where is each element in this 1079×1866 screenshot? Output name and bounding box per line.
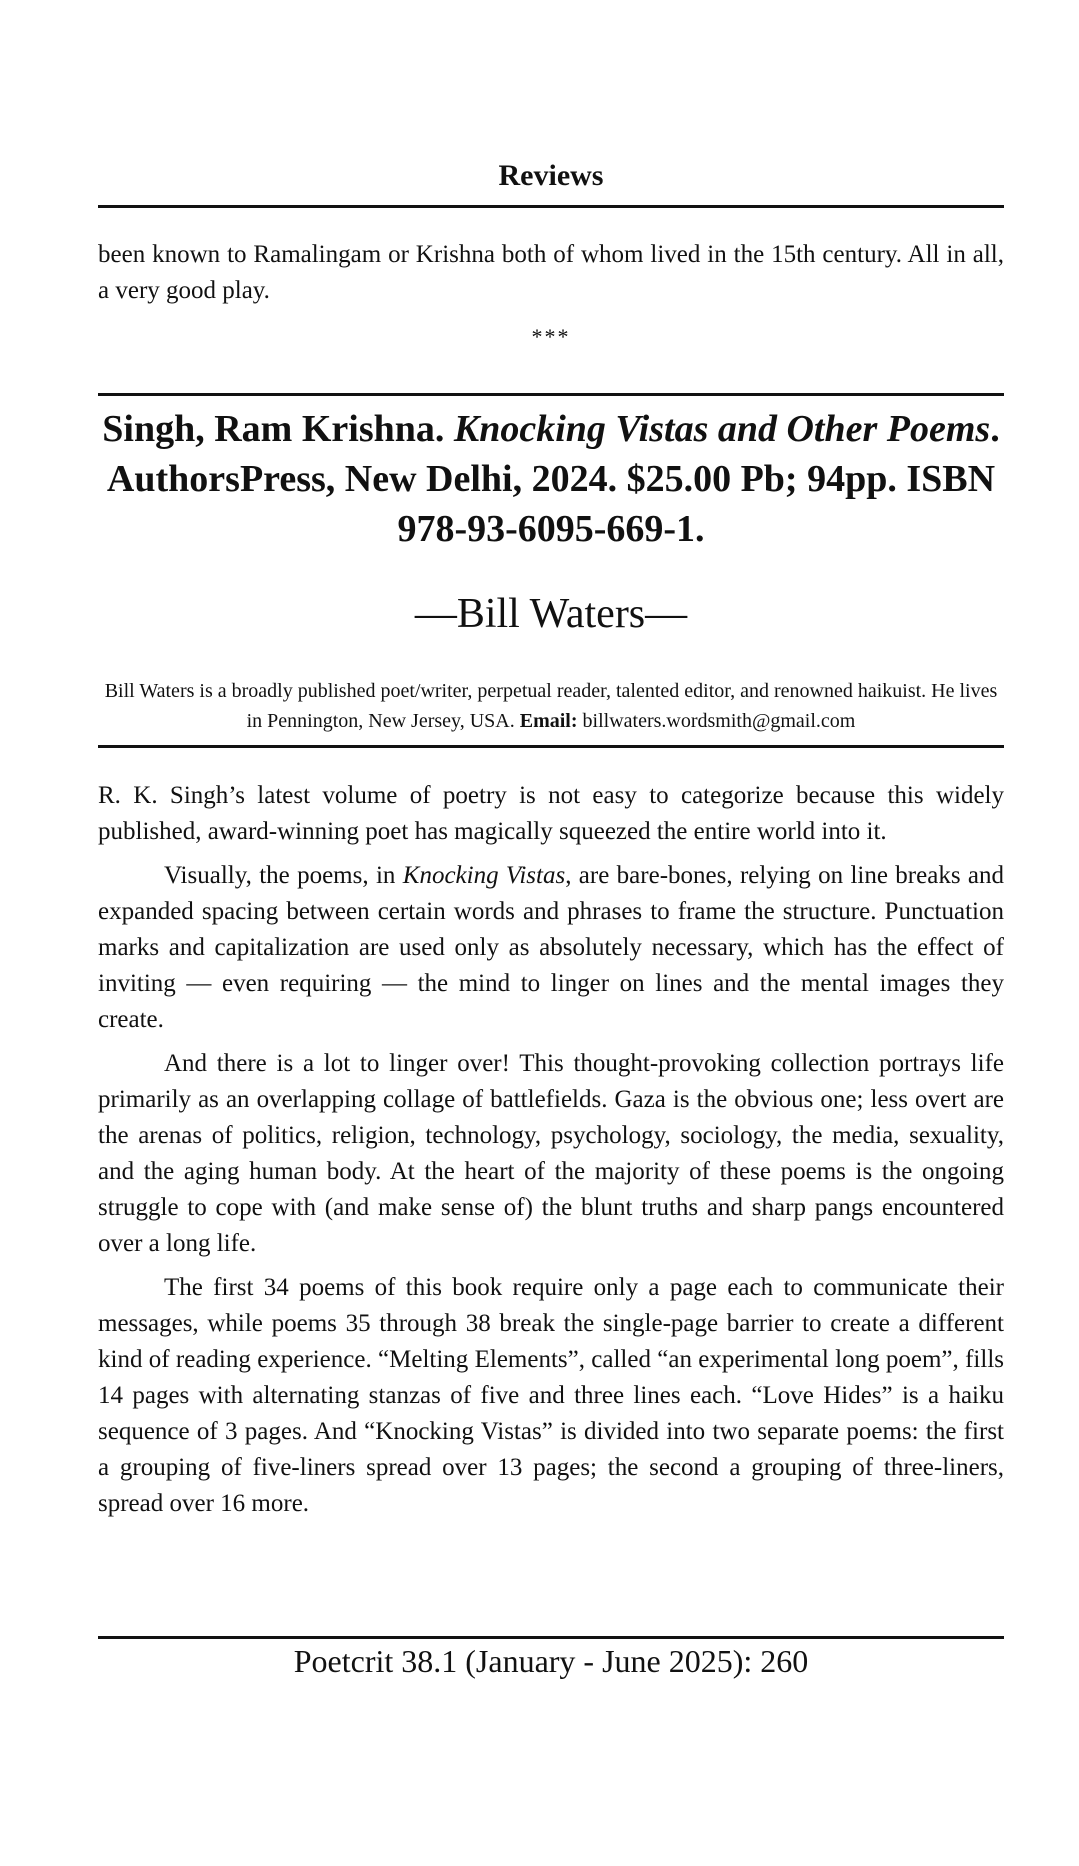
publication-details: AuthorsPress, New Delhi, 2024. $25.00 Pb; 94pp. ISBN 978-93-6095-669-1. xyxy=(106,458,996,550)
paragraph-2 xyxy=(98,858,1004,1038)
paragraph-2-title: Knocking Vistas xyxy=(402,862,566,889)
paragraph-1: R. K. Singh’s latest volume of poetry is not easy to categorize because this widely published, award-winning poet has magically squeezed the entire world into it. xyxy=(98,782,1004,845)
header-rule xyxy=(98,205,1004,208)
review-title xyxy=(98,404,1004,554)
paragraph-4: The first 34 poems of this book require only a page each to communicate their messages, while poems 35 through 38 break the single-page barrier to create a different kind of reading experience. “Melting Elements”, called “an experimental long poem”, fills 14 pages with alternating stanzas of five and three lines each. “Love Hides” is a haiku sequence of 3 pages. And “Knocking Vistas” is divided into two separate poems: the first a grouping of five-liners spread over 13 pages; the second a grouping of three-liners, spread over 16 more. xyxy=(98,1274,1004,1517)
document-page xyxy=(98,0,1004,1866)
footer-rule xyxy=(98,1636,1004,1639)
email-address: billwaters.wordsmith@gmail.com xyxy=(577,710,856,732)
paragraph-2-start: Visually, the poems, in xyxy=(164,862,403,889)
bio-bottom-rule xyxy=(98,745,1004,748)
book-title-end: . xyxy=(990,408,1000,450)
email-label: Email: xyxy=(519,710,578,732)
paragraph-3: And there is a lot to linger over! This thought-provoking collection portrays life primarily as an overlapping collage of battlefields. Gaza is the obvious one; less overt are the arenas of politics, religion, technology, psychology, sociology, the media, sexuality, and the aging human body. At the heart of the majority of these poems is the ongoing struggle to cope with (and make sense of) the blunt truths and sharp pangs encountered over a long life. xyxy=(98,1050,1004,1257)
reviewer-name: —Bill Waters— xyxy=(414,591,688,637)
review-body xyxy=(98,778,1004,1530)
author-line: Singh, Ram Krishna. xyxy=(102,408,454,450)
running-head: Reviews xyxy=(498,159,604,192)
reviewer-bio xyxy=(98,676,1004,736)
continuation-text: been known to Ramalingam or Krishna both of whom lived in the 15th century. All in all, a very good play. xyxy=(98,241,1004,304)
bio-text: Bill Waters is a broadly published poet/writer, perpetual reader, talented editor, and renowned haikuist. He lives in Pennington, New Jersey, USA. xyxy=(104,680,998,732)
book-title: Knocking Vistas and Other Poems xyxy=(453,408,991,450)
paragraph-2-rest: , are bare-bones, relying on line breaks and expanded spacing between certain words and phrases to frame the structure. Punctuation marks and capitalization are used only as absolutely necessary, which has the effect of inviting — even requiring — the mind to linger on lines and the mental images they create. xyxy=(98,862,1004,1033)
title-top-rule xyxy=(98,393,1004,396)
section-separator: *** xyxy=(531,324,571,349)
continuation-paragraph xyxy=(98,237,1004,309)
page-footer: Poetcrit 38.1 (January - June 2025): 260 xyxy=(293,1643,809,1679)
